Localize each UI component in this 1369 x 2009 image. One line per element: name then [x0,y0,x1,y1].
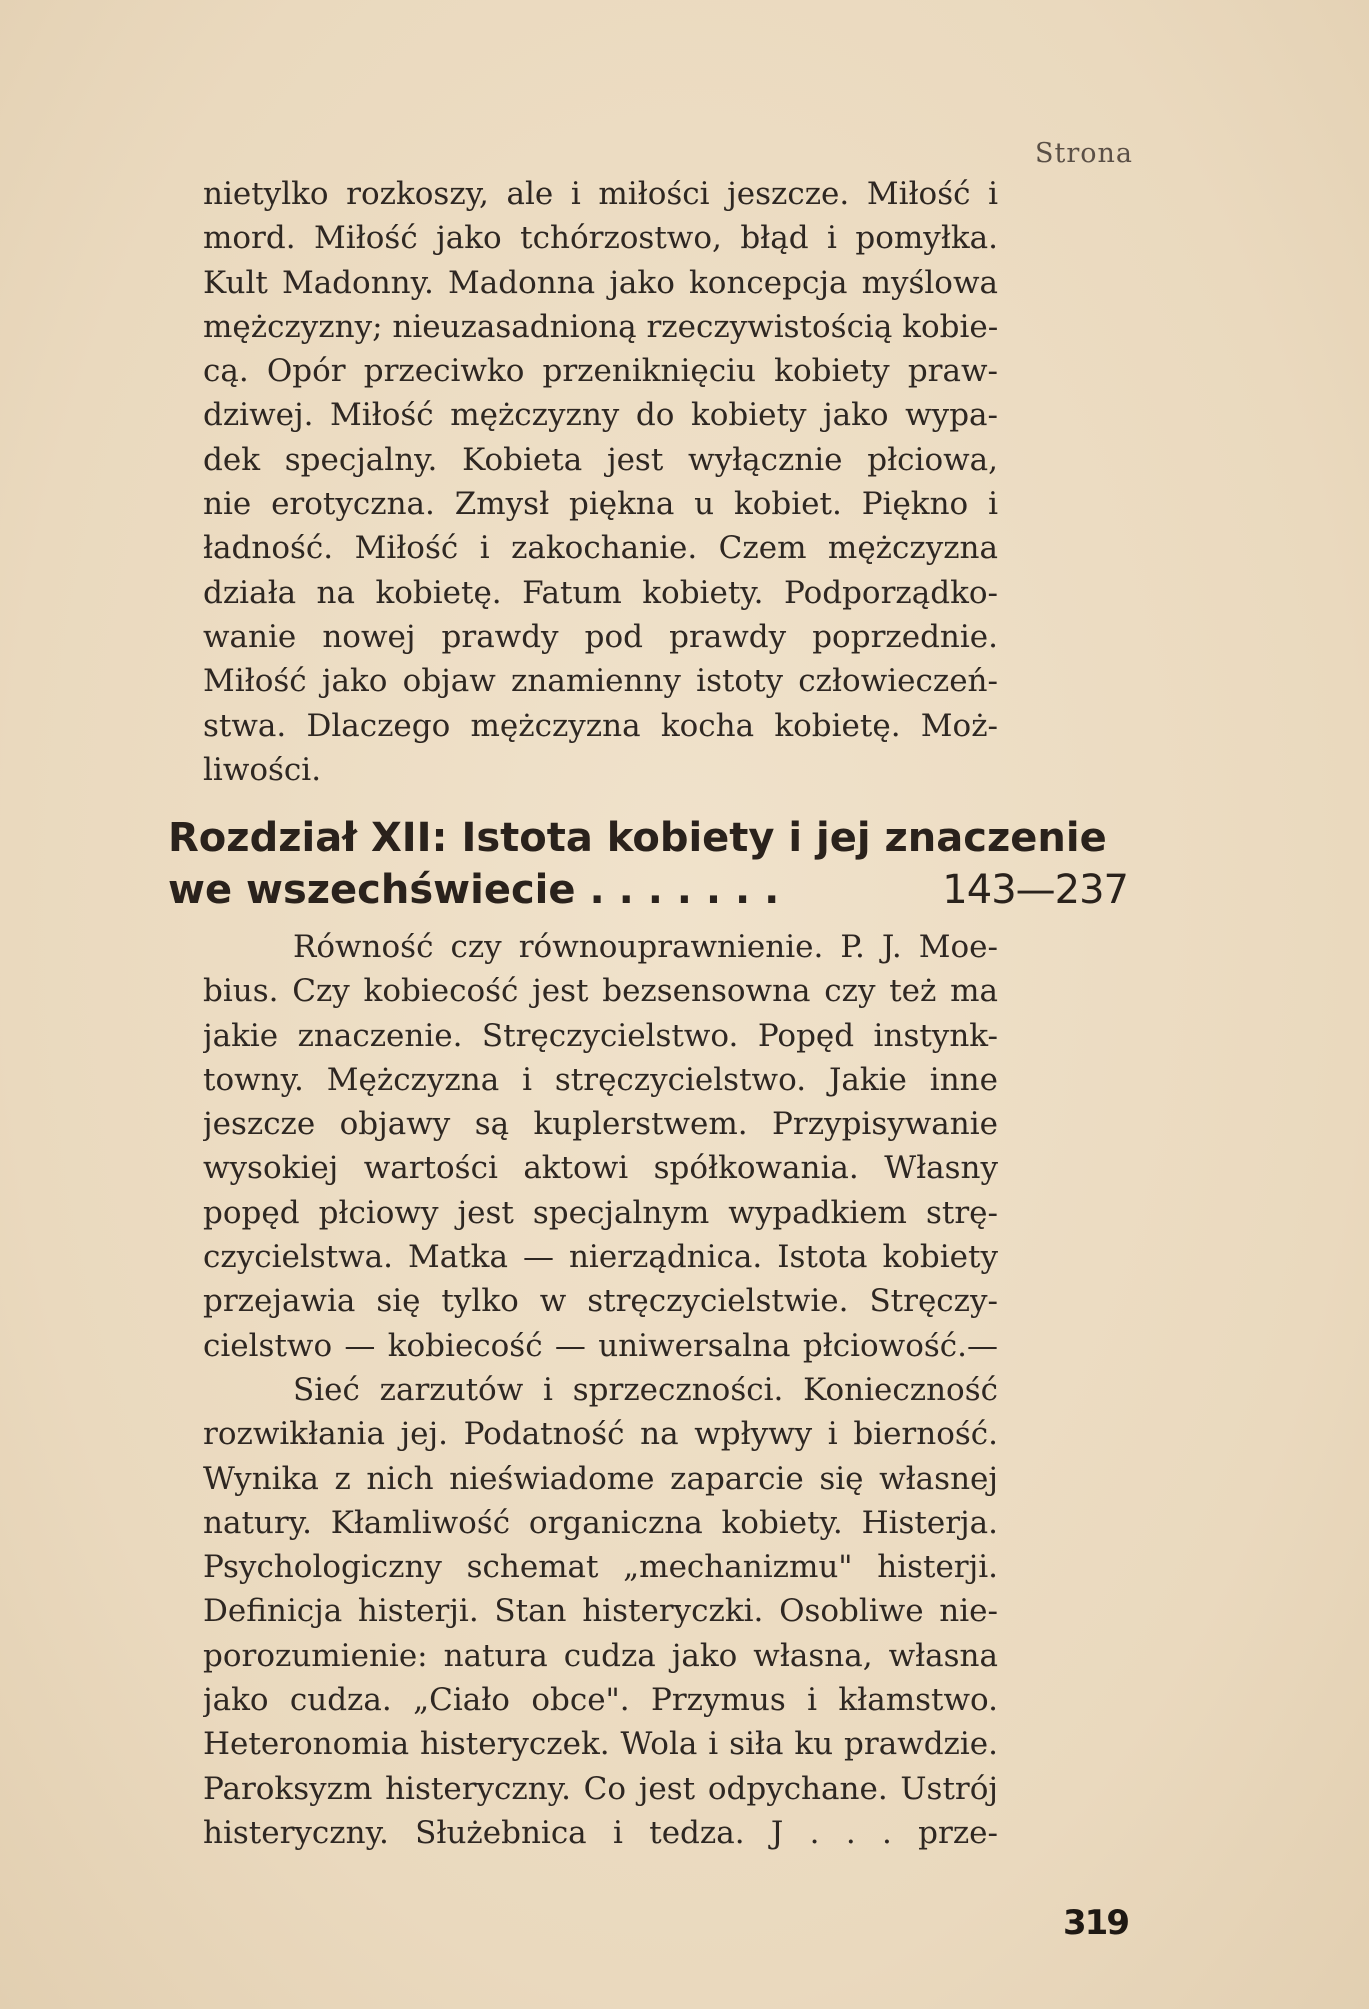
text-line: Równość czy równouprawnienie. P. J. Moe- [293,929,998,965]
third-paragraph [203,1368,998,1855]
text-line: jako cudza. „Ciało obce". Przymus i kłamstwo. [203,1682,998,1719]
text-line: mord. Miłość jako tchórzostwo, błąd i pomyłka. [203,220,998,257]
chapter-heading [168,812,1128,916]
text-line: Kult Madonny. Madonna jako koncepcja myślowa [203,264,998,301]
text-line: jakie znaczenie. Stręczycielstwo. Popęd instynk- [203,1017,998,1054]
chapter-page-range: 143—237 [942,867,1128,913]
text-line: natury. Kłamliwość organiczna kobiety. Histerja. [203,1504,998,1541]
second-paragraph [203,925,998,1368]
text-line: Miłość jako objaw znamienny istoty człowieczeń- [203,663,998,700]
chapter-title-continued: we wszechświecie . . . . . . . [168,867,780,913]
page-number: 319 [1063,1903,1128,1943]
text-line: Sieć zarzutów i sprzeczności. Konieczność [293,1372,998,1408]
text-line: wysokiej wartości aktowi spółkowania. Własny [203,1150,998,1187]
chapter-title: Rozdział XII: Istota kobiety i jej znaczenie [168,815,1107,861]
text-line: liwości. [203,751,322,788]
text-line: działa na kobietę. Fatum kobiety. Podporządko- [203,574,998,611]
text-line: Wynika z nich nieświadome zaparcie się własnej [203,1460,998,1497]
text-line: nie erotyczna. Zmysł piękna u kobiet. Piękno i [203,486,998,523]
text-line: Definicja histerji. Stan histeryczki. Osobliwe nie- [203,1593,998,1630]
first-paragraph [203,172,998,792]
text-line: ładność. Miłość i zakochanie. Czem mężczyzna [203,530,998,567]
text-line: nietylko rozkoszy, ale i miłości jeszcze. Miłość i [203,176,998,212]
text-line: cą. Opór przeciwko przeniknięciu kobiety praw- [203,353,998,390]
text-line: Psychologiczny schemat „mechanizmu" histerji. [203,1549,998,1586]
text-line: czycielstwa. Matka — nierządnica. Istota kobiety [203,1239,998,1276]
text-line: dek specjalny. Kobieta jest wyłącznie płciowa, [203,441,998,478]
text-line: jeszcze objawy są kuplerstwem. Przypisywanie [203,1106,998,1143]
text-line: porozumienie: natura cudza jako własna, własna [203,1637,998,1674]
text-line: cielstwo — kobiecość — uniwersalna płciowość.— [203,1327,998,1364]
text-line: wanie nowej prawdy pod prawdy poprzednie. [203,618,998,655]
text-line: Heteronomia histeryczek. Wola i siła ku prawdzie. [203,1726,998,1763]
text-line: rozwikłania jej. Podatność na wpływy i bierność. [203,1416,998,1453]
text-line: popęd płciowy jest specjalnym wypadkiem strę- [203,1194,998,1231]
text-line: dziwej. Miłość mężczyzny do kobiety jako wypa- [203,397,998,434]
text-line: towny. Mężczyzna i stręczycielstwo. Jakie inne [203,1061,998,1098]
text-line: stwa. Dlaczego mężczyzna kocha kobietę. Moż- [203,707,998,744]
text-line: przejawia się tylko w stręczycielstwie. Stręczy- [203,1283,998,1320]
column-header: Strona [1035,138,1133,169]
text-line: Paroksyzm histeryczny. Co jest odpychane. Ustrój [203,1770,998,1807]
text-line: mężczyzny; nieuzasadnioną rzeczywistością kobie- [203,308,998,345]
text-line: bius. Czy kobiecość jest bezsensowna czy też ma [203,973,998,1010]
text-line: histeryczny. Służebnica i tedza. J . . . prze- [203,1814,998,1851]
